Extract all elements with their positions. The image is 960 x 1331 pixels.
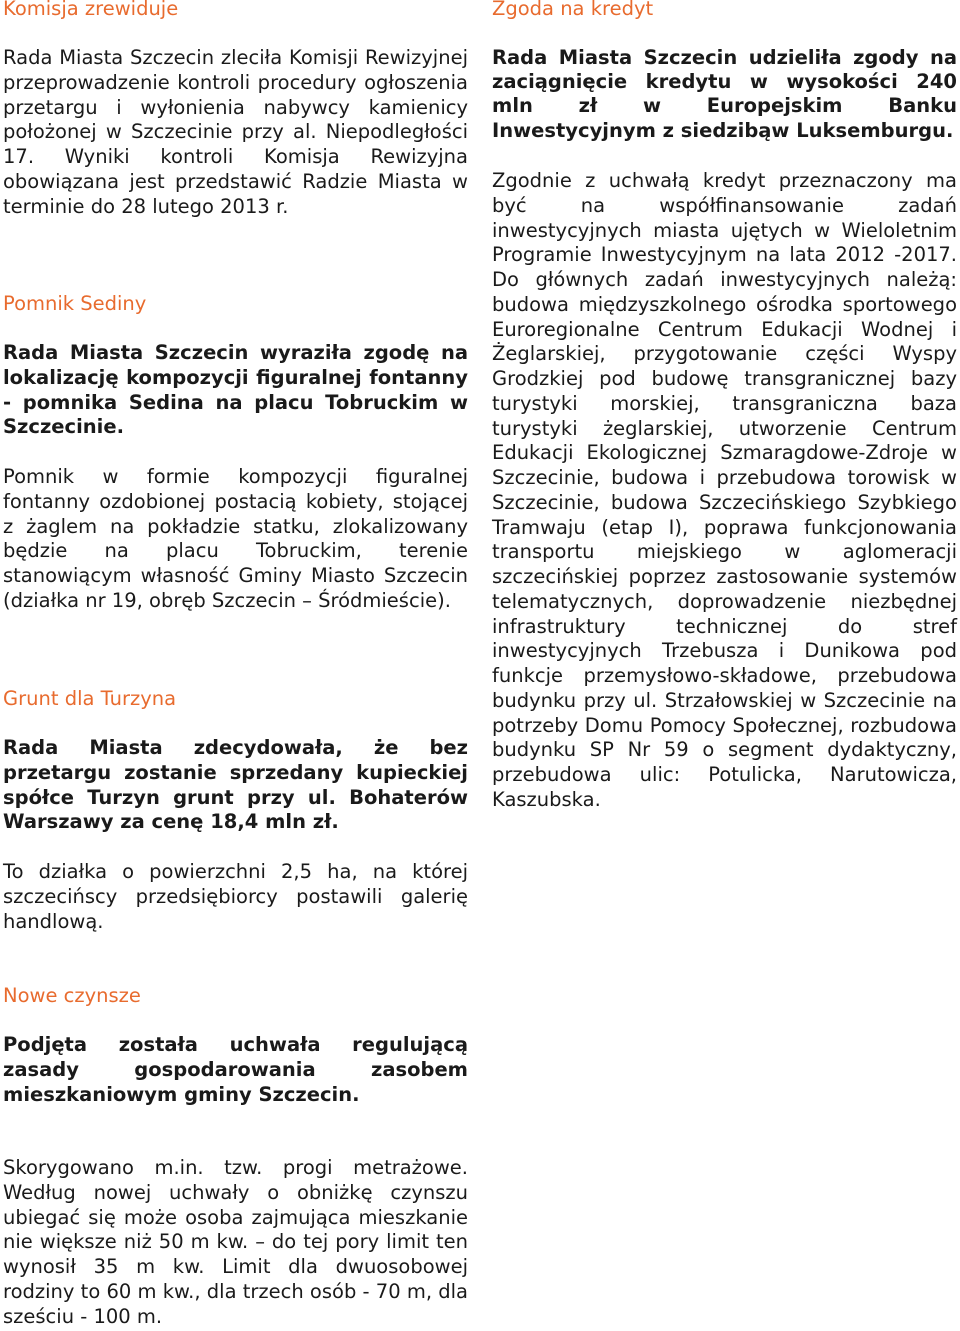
komisja-paragraph: Rada Miasta Szczecin zleciła Komisji Rewizyjnej przeprowadzenie kontroli procedury ogłoszenia przetargu i wyłonienia nabywcy kamienicy położonej w Szczecinie przy al. Niepodległości 17. Wyniki kontroli Komisja Rewizyjna obowiązana jest przedstawić Radzie Miasta w terminie do 28 lutego 2013 r. <box>3 46 468 218</box>
pomnik-heading: Pomnik Sediny <box>3 292 147 315</box>
pomnik-lead: Rada Miasta Szczecin wyraziła zgodę na lokalizację kompozycji figuralnej fontanny - pomnika Sedina na placu Tobruckim w Szczecinie. <box>3 341 468 439</box>
czynsze-body: Skorygowano m.in. tzw. progi metrażowe. Według nowej uchwały o obniżkę czynszu ubiegać się może osoba zajmująca mieszkanie nie większe niż 50 m kw. – do tej pory limit ten wynosił 35 m kw. Limit dla dwuosobowej rodziny to 60 m kw., dla trzech osób - 70 m, dla sześciu - 100 m. <box>3 1156 468 1328</box>
czynsze-lead: Podjęta została uchwała regulującą zasady gospodarowania zasobem mieszkaniowym gminy Szczecin. <box>3 1033 468 1106</box>
pomnik-body: Pomnik w formie kompozycji figuralnej fontanny ozdobionej postacią kobiety, stojącej z żaglem na pokładzie statku, zlokalizowany będzie na placu Tobruckim, terenie stanowiącym własność Gminy Miasto Szczecin (działka nr 19, obręb Szczecin – Śródmieście). <box>3 465 468 612</box>
czynsze-heading: Nowe czynsze <box>3 984 141 1007</box>
kredyt-heading: Zgoda na kredyt <box>492 0 654 20</box>
grunt-lead: Rada Miasta zdecydowała, że bez przetargu zostanie sprzedany kupieckiej spółce Turzyn grunt przy ul. Bohaterów Warszawy za cenę 18,4 mln zł. <box>3 736 468 834</box>
grunt-body: To działka o powierzchni 2,5 ha, na której szczecińscy przedsiębiorcy postawili galerię handlową. <box>3 860 468 933</box>
left-column-content <box>3 0 468 1331</box>
kredyt-lead: Rada Miasta Szczecin udzieliła zgody na zaciągnięcie kredytu w wysokości 240 mln zł w Europejskim Banku Inwestycyjnym z siedzibąw Luksemburgu. <box>492 46 957 142</box>
grunt-heading: Grunt dla Turzyna <box>3 687 177 710</box>
kredyt-body: Zgodnie z uchwałą kredyt przeznaczony ma być na współfinansowanie zadań inwestycyjnych miasta ujętych w Wieloletnim Programie Inwestycyjnym na lata 2012 -2017. Do głównych zadań inwestycyjnych należą: budowa międzyszkolnego ośrodka sportowego Euroregionalne Centrum Edukacji Wodnej i Żeglarskiej, przygotowanie części Wyspy Grodzkiej pod budowę transgranicznej bazy turystyki morskiej, transgraniczna baza turystyki żeglarskiej, utworzenie Centrum Edukacji Ekologicznej Szmaragdowe-Zdroje w Szczecinie, budowa i przebudowa torowisk w Szczecinie, budowa Szczecińskiego Szybkiego Tramwaju (etap I), poprawa funkcjonowania transportu miejskiego w aglomeracji szczecińskiej poprzez zastosowanie systemów telematycznych, doprowadzenie niezbędnej infrastruktury technicznej do stref inwestycyjnych Trzebusza i Dunikowa pod funkcje przemysłowo-składowe, przebudowa budynku przy ul. Strzałowskiej w Szczecinie na potrzeby Domu Pomocy Społecznej, rozbudowa budynku SP Nr 59 o segment dydaktyczny, przebudowa ulic: Potulicka, Narutowicza, Kaszubska. <box>492 169 957 811</box>
komisja-heading: Komisja zrewiduje <box>3 0 179 20</box>
